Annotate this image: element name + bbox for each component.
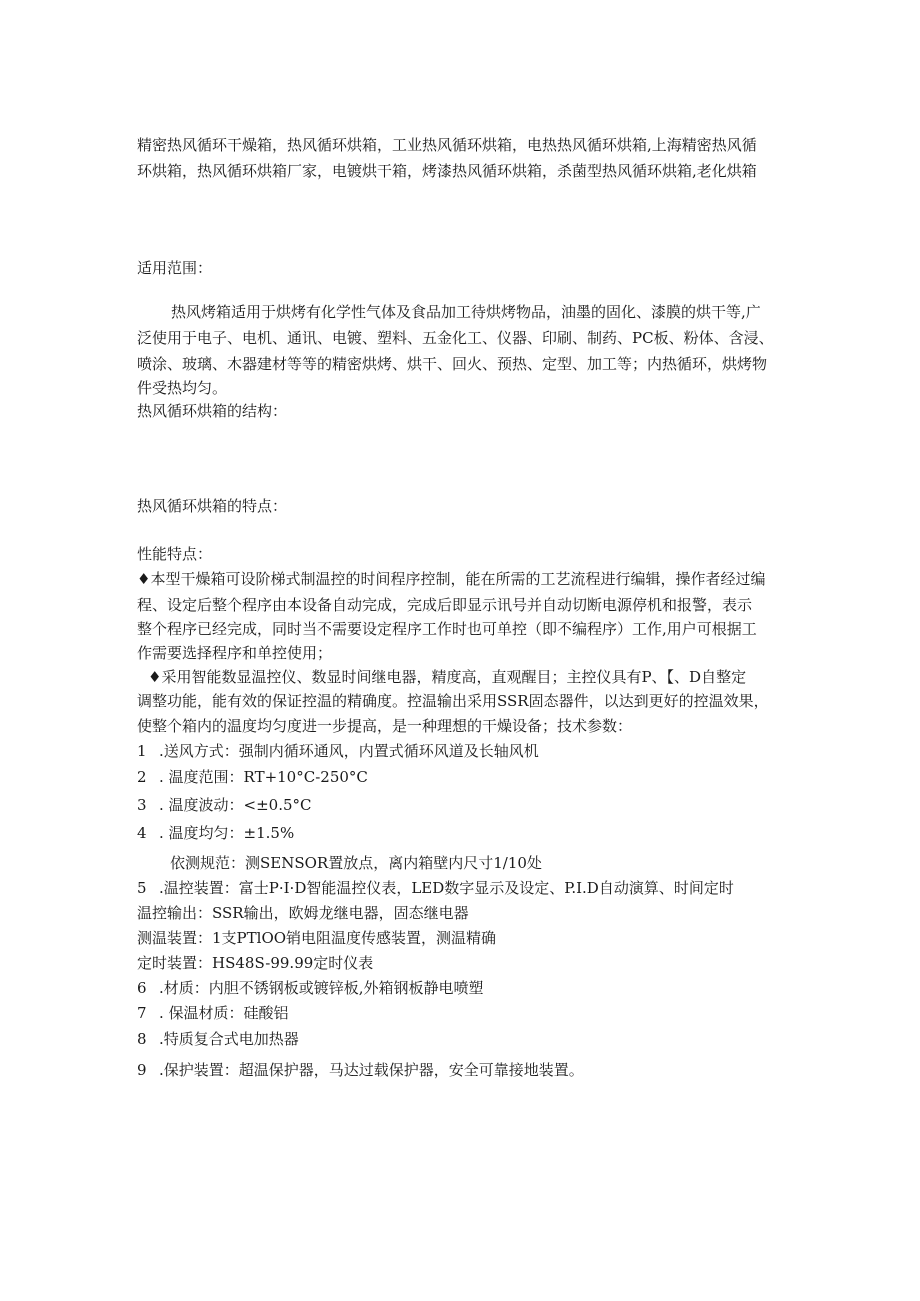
param-text: . 温度均匀：±1.5% (159, 824, 295, 842)
param-text: 温控输出：SSR输出，欧姆龙继电器，固态继电器 (137, 904, 469, 922)
param-item (137, 878, 734, 898)
param-number: 1 (137, 742, 147, 760)
param-text: 测温装置：1支PTlOO销电阻温度传感装置，测温精确 (137, 929, 497, 947)
param-text: .送风方式：强制内循环通风，内置式循环风道及长轴风机 (159, 742, 539, 760)
keywords-line: 精密热风循环干燥箱，热风循环烘箱，工业热风循环烘箱，电热热风循环烘箱,上海精密热风循 (137, 136, 757, 154)
features-heading: 热风循环烘箱的特点： (137, 497, 288, 515)
keywords-line: 环烘箱，热风循环烘箱厂家，电镀烘干箱，烤漆热风循环烘箱，杀菌型热风循环烘箱,老化烘箱 (137, 162, 757, 180)
param-item (137, 928, 496, 948)
param-number: 9 (137, 1061, 147, 1079)
scope-text-line: 热风烤箱适用于烘烤有化学性气体及食品加工待烘烤物品，油墨的固化、漆膜的烘干等,广 (171, 303, 761, 321)
performance-text-line: 整个程序已经完成，同时当不需要设定程序工作时也可单控（即不编程序）工作,用户可根据工 (137, 620, 757, 638)
performance-text-line: 作需要选择程序和单控使用； (137, 644, 333, 662)
scope-text-line: 泛使用于电子、电机、通讯、电镀、塑料、五金化工、仪器、印刷、制药、PC板、粉体、含浸、 (137, 329, 774, 347)
param-item (137, 795, 312, 815)
performance-text-line: 程、设定后整个程序由本设备自动完成，完成后即显示讯号并自动切断电源停机和报警，表示 (137, 596, 753, 614)
param-number: 3 (137, 796, 147, 814)
scope-text-line: 喷涂、玻璃、木器建材等等的精密烘烤、烘干、回火、预热、定型、加工等；内热循环，烘烤物 (137, 355, 768, 373)
performance-text-line: ♦本型干燥箱可设阶梯式制温控的时间程序控制，能在所需的工艺流程进行编辑，操作者经过编 (137, 570, 766, 588)
scope-heading: 适用范围： (137, 259, 213, 277)
param-number: 6 (137, 979, 147, 997)
param-item (137, 1029, 299, 1049)
param-number: 8 (137, 1030, 147, 1048)
param-item (137, 767, 368, 787)
performance-text-line: ♦采用智能数显温控仪、数显时间继电器，精度高，直观醒目；主控仪具有P、【、D自整定 (148, 668, 747, 686)
param-number: 4 (137, 824, 147, 842)
param-text: . 温度波动：<±0.5°C (159, 796, 312, 814)
performance-text-line: 使整个箱内的温度均匀度进一步提高，是一种理想的干燥设备；技术参数： (137, 717, 633, 735)
param-text: .材质：内胆不锈钢板或镀锌板,外箱钢板静电喷塑 (159, 979, 484, 997)
performance-heading: 性能特点： (137, 545, 213, 563)
param-item (137, 823, 294, 843)
param-item (137, 1060, 584, 1080)
param-item (170, 853, 542, 873)
param-item (137, 953, 373, 973)
param-number: 2 (137, 768, 147, 786)
param-item (137, 903, 469, 923)
param-number: 7 (137, 1004, 147, 1022)
param-text: .特质复合式电加热器 (159, 1030, 299, 1048)
param-item (137, 741, 539, 761)
param-text: . 温度范围：RT+10°C-250°C (159, 768, 368, 786)
structure-heading: 热风循环烘箱的结构： (137, 402, 288, 420)
param-number: 5 (137, 879, 147, 897)
param-text: 定时装置：HS48S-99.99定时仪表 (137, 954, 374, 972)
param-text: .温控装置：富士P·I·D智能温控仪表，LED数字显示及设定、P.I.D自动演算、时间定时 (159, 879, 734, 897)
performance-text-line: 调整功能，能有效的保证控温的精确度。控温输出采用SSR固态器件，以达到更好的控温效果， (137, 692, 769, 710)
param-text: .保护装置：超温保护器，马达过载保护器，安全可靠接地装置。 (159, 1061, 584, 1079)
param-item (137, 978, 484, 998)
param-text: . 保温材质：硅酸铝 (159, 1004, 289, 1022)
param-item (137, 1003, 289, 1023)
scope-text-line: 件受热均匀。 (137, 379, 228, 397)
param-text: 依测规范：测SENSOR置放点，离内箱壁内尺寸1/10处 (170, 854, 542, 872)
